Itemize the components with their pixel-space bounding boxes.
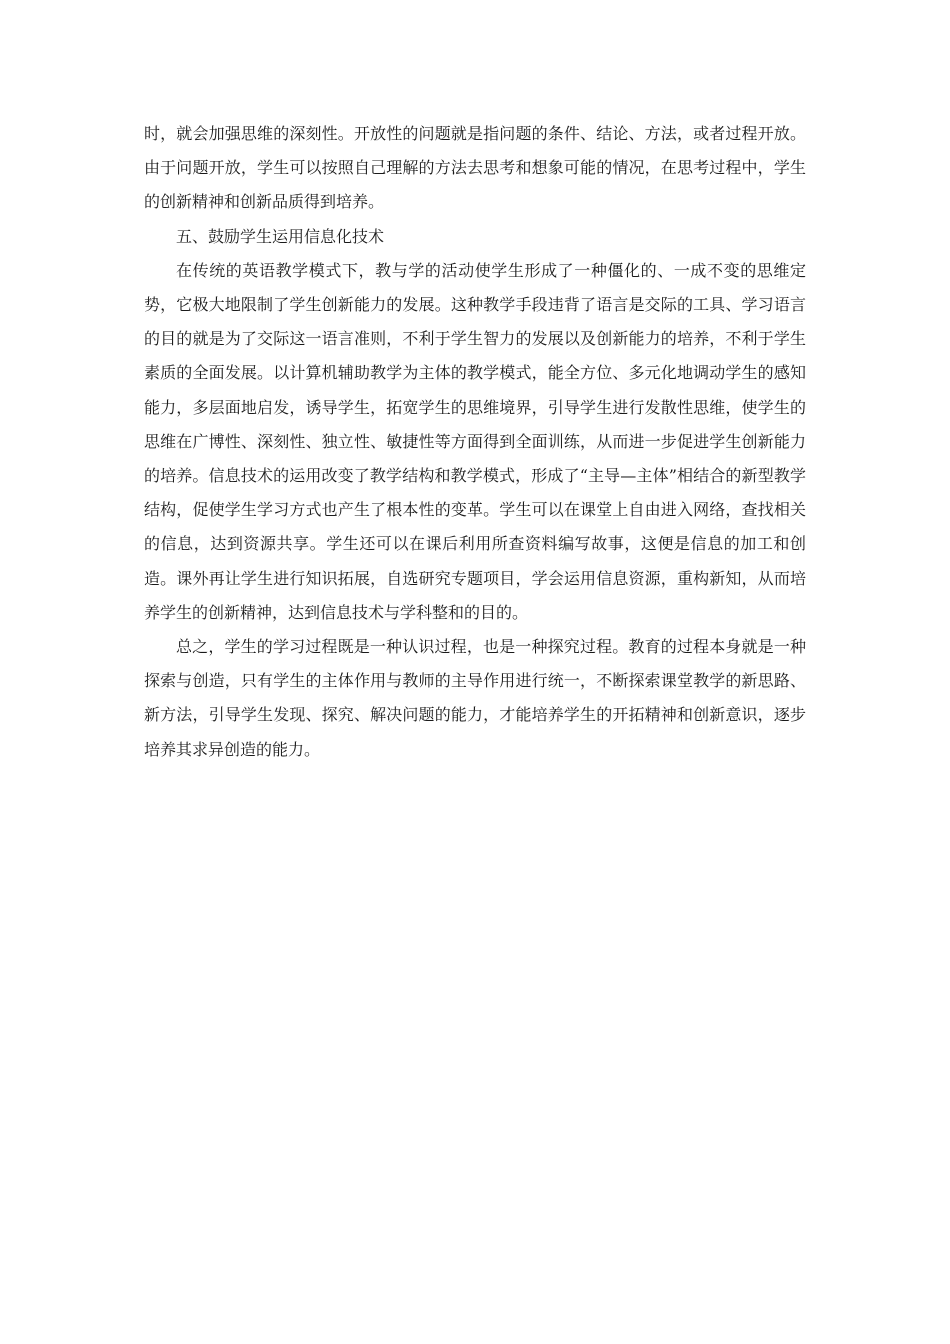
paragraph-conclusion: 总之，学生的学习过程既是一种认识过程，也是一种探究过程。教育的过程本身就是一种探索与创造，只有学生的主体作用与教师的主导作用进行统一，不断探索课堂教学的新思路、新方法，引导学生发现、探究、解决问题的能力，才能培养学生的开拓精神和创新意识，逐步培养其求异创造的能力。 — [144, 637, 806, 759]
paragraph-continuation: 时，就会加强思维的深刻性。开放性的问题就是指问题的条件、结论、方法，或者过程开放。由于问题开放，学生可以按照自己理解的方法去思考和想象可能的情况，在思考过程中，学生的创新精神和创新品质得到培养。 — [144, 124, 806, 212]
document-body — [144, 117, 806, 767]
paragraph-information-technology: 在传统的英语教学模式下，教与学的活动使学生形成了一种僵化的、一成不变的思维定势，它极大地限制了学生创新能力的发展。这种教学手段违背了语言是交际的工具、学习语言的目的就是为了交际这一语言准则，不利于学生智力的发展以及创新能力的培养，不利于学生素质的全面发展。以计算机辅助教学为主体的教学模式，能全方位、多元化地调动学生的感知能力，多层面地启发，诱导学生，拓宽学生的思维境界，引导学生进行发散性思维，使学生的思维在广博性、深刻性、独立性、敏捷性等方面得到全面训练，从而进一步促进学生创新能力的培养。信息技术的运用改变了教学结构和教学模式，形成了“主导—主体”相结合的新型教学结构，促使学生学习方式也产生了根本性的变革。学生可以在课堂上自由进入网络，查找相关的信息，达到资源共享。学生还可以在课后利用所查资料编写故事，这便是信息的加工和创造。课外再让学生进行知识拓展，自选研究专题项目，学会运用信息资源，重构新知，从而培养学生的创新精神，达到信息技术与学科整和的目的。 — [144, 260, 806, 622]
section-heading: 五、鼓励学生运用信息化技术 — [176, 226, 385, 246]
